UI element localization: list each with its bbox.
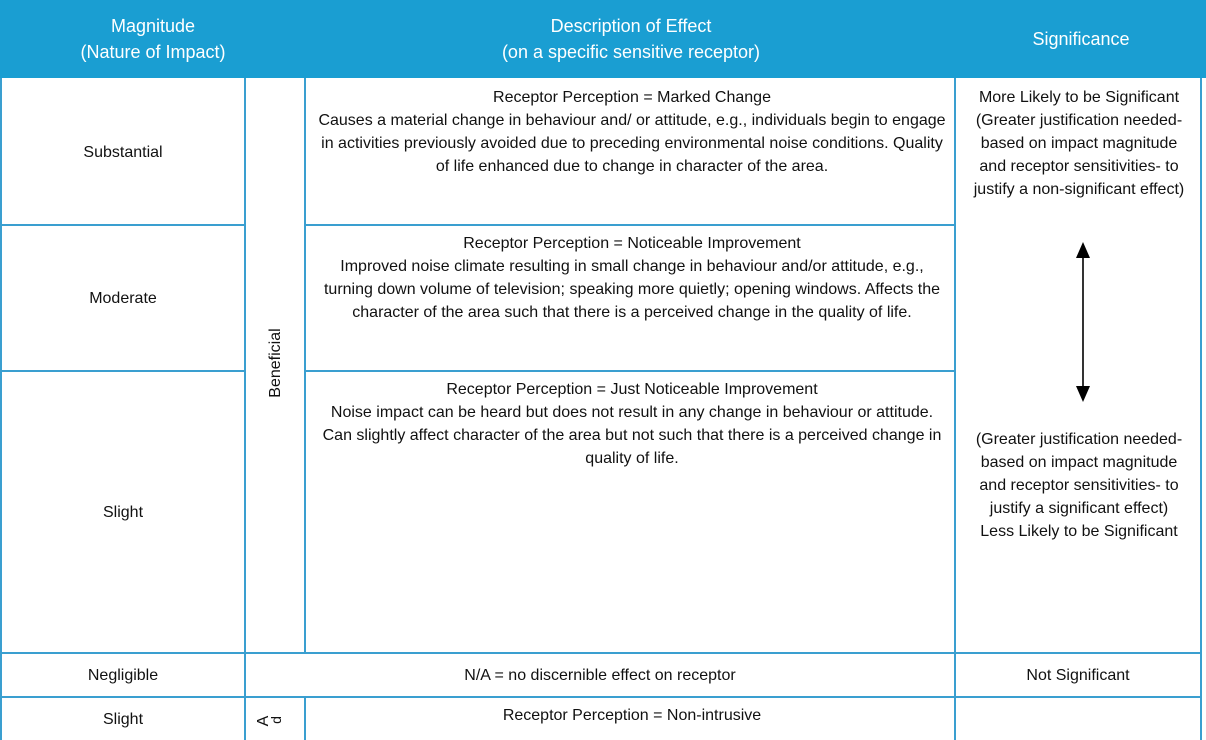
header-description [306, 0, 956, 78]
significance-negligible [956, 654, 1200, 696]
magnitude-negligible-label: Negligible [87, 666, 159, 684]
grid-line-beneficial-adverse [304, 698, 306, 740]
magnitude-substantial [2, 80, 244, 224]
perception-slight: Receptor Perception = Just Noticeable Improvement [446, 381, 818, 398]
magnitude-negligible [2, 654, 244, 696]
significance-top-heading: More Likely to be Significant [978, 89, 1180, 106]
magnitude-slight-adverse-label: Slight [102, 710, 144, 728]
description-moderate [316, 232, 948, 370]
significance-bottom-heading: Less Likely to be Significant [980, 523, 1178, 540]
header-description-line2: (on a specific sensitive receptor) [501, 42, 761, 62]
perception-slight-adverse: Receptor Perception = Non-intrusive [502, 707, 762, 724]
significance-bottom [966, 428, 1192, 652]
header-magnitude-line1: Magnitude [110, 16, 196, 36]
negligible-description: N/A = no discernible effect on receptor [464, 666, 736, 684]
grid-line-row2-desc [304, 370, 954, 372]
description-negligible [246, 654, 954, 696]
magnitude-moderate [2, 226, 244, 370]
effect-text-substantial: Causes a material change in behaviour and/ or attitude, e.g., individuals begin to engage in activities previously avoided due to preceding environmental noise conditions. Quality of life enhanced due to change in character of the area. [318, 112, 946, 175]
adverse-label-partial-2: d [268, 716, 284, 724]
effect-text-moderate: Improved noise climate resulting in small change in behaviour and/or attitude, e.g., turning down volume of television; speaking more quietly; opening windows. Affects the character of the area such that there is a perceived change in the quality of life. [323, 258, 941, 321]
description-slight [316, 378, 948, 498]
significance-bottom-text: (Greater justification needed- based on impact magnitude and receptor sensitivities- to justify a significant effect) [975, 431, 1183, 517]
magnitude-slight-label: Slight [102, 503, 144, 521]
magnitude-substantial-label: Substantial [83, 143, 163, 161]
beneficial-label: Beneficial [267, 328, 284, 398]
perception-moderate: Receptor Perception = Noticeable Improvement [463, 235, 801, 252]
magnitude-moderate-label: Moderate [89, 289, 157, 307]
description-slight-adverse [316, 704, 948, 740]
grid-line-right [1200, 78, 1202, 740]
adverse-label-partial-1: A [255, 715, 272, 727]
perception-substantial: Receptor Perception = Marked Change [493, 89, 771, 106]
effect-text-slight: Noise impact can be heard but does not result in any change in behaviour or attitude. Can slightly affect character of the area but not such that there is a perceived change in quality of life. [322, 404, 942, 467]
magnitude-slight [2, 372, 244, 652]
grid-line-row1-desc [304, 224, 954, 226]
grid-line-significance [954, 78, 956, 740]
header-description-line1: Description of Effect [550, 16, 712, 36]
header-magnitude-line2: (Nature of Impact) [80, 42, 226, 62]
double-arrow-icon [1076, 242, 1090, 402]
header-significance [956, 0, 1206, 78]
grid-line-beneficial [304, 78, 306, 654]
magnitude-slight-adverse [2, 698, 244, 740]
grid-line-magnitude [244, 78, 246, 740]
header-significance-label: Significance [1032, 29, 1130, 49]
header-magnitude [0, 0, 306, 78]
negligible-significance: Not Significant [1026, 666, 1130, 684]
significance-top-text: (Greater justification needed- based on impact magnitude and receptor sensitivities- to justify a non-significant effect) [973, 112, 1185, 198]
description-substantial [316, 86, 948, 224]
